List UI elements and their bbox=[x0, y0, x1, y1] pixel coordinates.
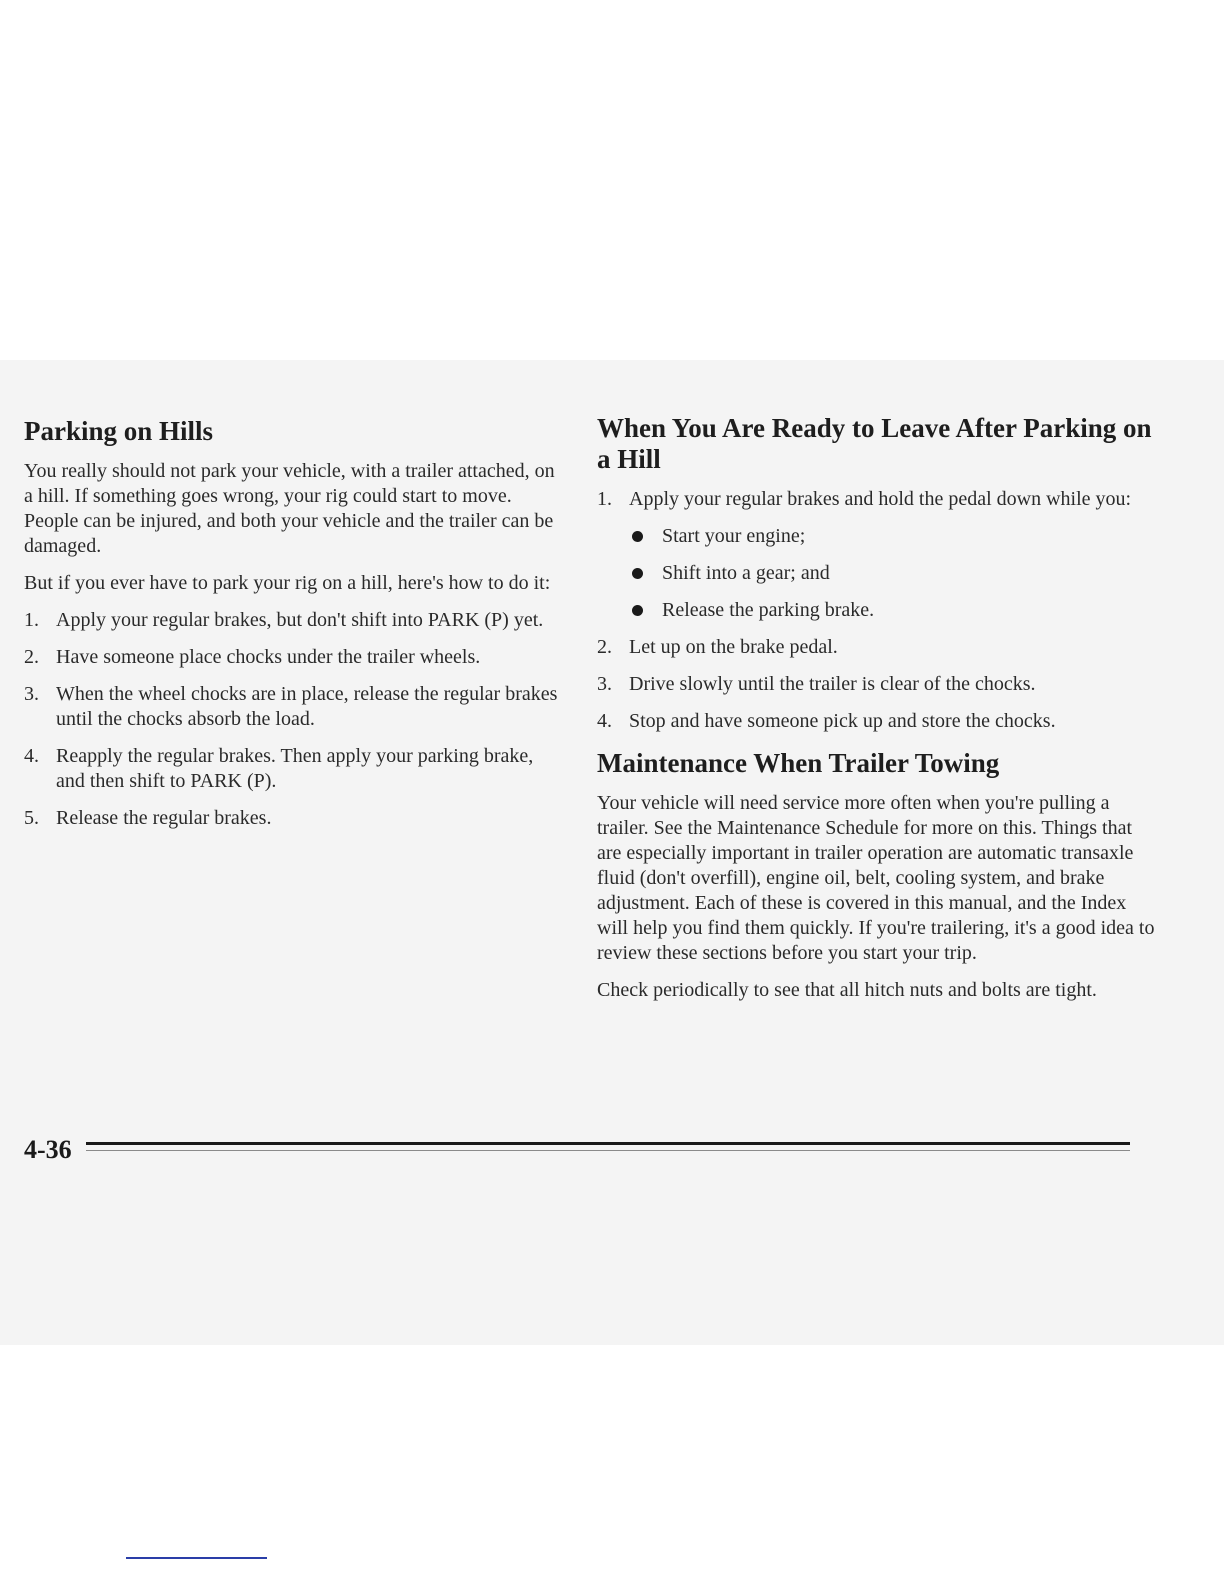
list-item bbox=[597, 672, 1157, 697]
bullet-item bbox=[629, 524, 1157, 549]
bottom-divider bbox=[126, 1557, 267, 1559]
step-number: 4. bbox=[597, 710, 612, 732]
step-number: 3. bbox=[597, 673, 612, 695]
section-heading-parking-on-hills: Parking on Hills bbox=[24, 416, 214, 446]
paragraph: But if you ever have to park your rig on a hill, here's how to do it: bbox=[24, 572, 551, 594]
bullet-item bbox=[629, 561, 1157, 586]
bullet-text: Start your engine; bbox=[662, 525, 806, 547]
list-item bbox=[24, 806, 564, 831]
section-heading-ready-to-leave: When You Are Ready to Leave After Parking on a Hill bbox=[597, 413, 1152, 474]
section-heading-maintenance: Maintenance When Trailer Towing bbox=[597, 748, 1000, 778]
bullet-icon bbox=[632, 605, 643, 616]
paragraph: You really should not park your vehicle, with a trailer attached, on a hill. If something goes wrong, your rig could start to move. People can be injured, and both your vehicle and the trailer can be damaged. bbox=[24, 460, 555, 557]
page-footer bbox=[24, 1131, 1130, 1167]
bullet-text: Shift into a gear; and bbox=[662, 562, 830, 584]
bullet-icon bbox=[632, 568, 643, 579]
list-item bbox=[24, 744, 564, 794]
paragraph: Your vehicle will need service more often when you're pulling a trailer. See the Maintenance Schedule for more on this. Things that are especially important in trailer operation are automatic transaxle fluid (don't overfill), engine oil, belt, cooling system, and brake adjustment. Each of these is covered in this manual, and the Index will help you find them quickly. If you're trailering, it's a good idea to review these sections before you start your trip. bbox=[597, 792, 1155, 964]
footer-rule-thin bbox=[86, 1150, 1130, 1151]
list-item bbox=[597, 487, 1157, 623]
list-item bbox=[24, 645, 564, 670]
right-column bbox=[597, 413, 1157, 1015]
step-text: Drive slowly until the trailer is clear of the chocks. bbox=[629, 673, 1036, 695]
step-text: Apply your regular brakes, but don't shift into PARK (P) yet. bbox=[56, 609, 544, 631]
list-item bbox=[24, 608, 564, 633]
step-number: 5. bbox=[24, 807, 39, 829]
step-text: Have someone place chocks under the trailer wheels. bbox=[56, 646, 481, 668]
footer-rule bbox=[86, 1142, 1130, 1145]
step-number: 2. bbox=[597, 636, 612, 658]
left-column bbox=[24, 413, 564, 843]
step-text: Let up on the brake pedal. bbox=[629, 636, 838, 658]
list-item bbox=[24, 682, 564, 732]
step-number: 1. bbox=[597, 488, 612, 510]
paragraph: Check periodically to see that all hitch nuts and bolts are tight. bbox=[597, 979, 1097, 1001]
bullet-list bbox=[629, 524, 1157, 623]
step-number: 1. bbox=[24, 609, 39, 631]
parking-steps-list bbox=[24, 608, 564, 831]
bullet-item bbox=[629, 598, 1157, 623]
step-text: Release the regular brakes. bbox=[56, 807, 272, 829]
list-item bbox=[597, 635, 1157, 660]
step-text: Stop and have someone pick up and store the chocks. bbox=[629, 710, 1056, 732]
leaving-steps-list bbox=[597, 487, 1157, 734]
step-number: 4. bbox=[24, 745, 39, 767]
bullet-icon bbox=[632, 531, 643, 542]
step-number: 3. bbox=[24, 683, 39, 705]
list-item bbox=[597, 709, 1157, 734]
page-number: 4-36 bbox=[24, 1135, 72, 1164]
step-number: 2. bbox=[24, 646, 39, 668]
step-text: Apply your regular brakes and hold the pedal down while you: bbox=[629, 488, 1132, 510]
bullet-text: Release the parking brake. bbox=[662, 599, 875, 621]
step-text: Reapply the regular brakes. Then apply your parking brake, and then shift to PARK (P). bbox=[56, 745, 534, 792]
step-text: When the wheel chocks are in place, release the regular brakes until the chocks absorb the load. bbox=[56, 683, 558, 730]
